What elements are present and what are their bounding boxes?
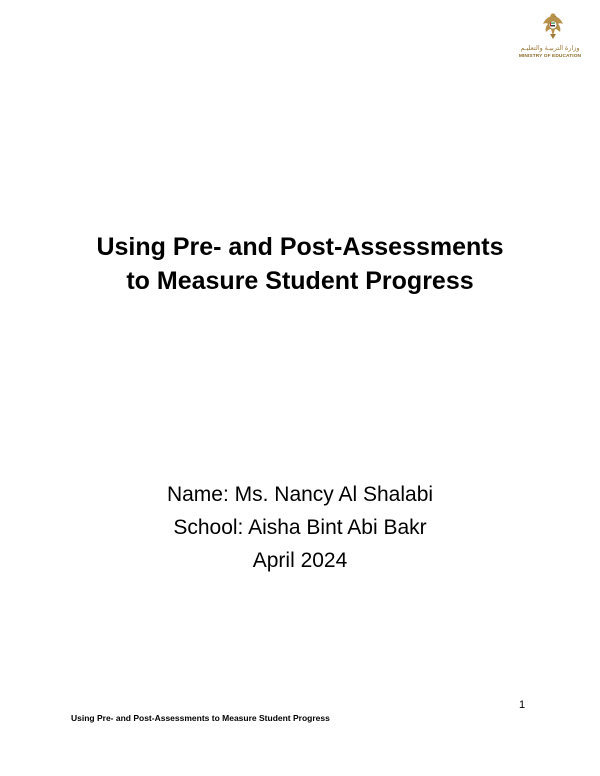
document-title [0, 230, 600, 298]
school-name: School: Aisha Bint Abi Bakr [173, 516, 427, 539]
ministry-name-arabic: وزارة التربيـة والتعليـم [520, 45, 580, 52]
ministry-logo [508, 12, 592, 62]
title-line-2: to Measure Student Progress [126, 267, 474, 295]
author-name: Name: Ms. Nancy Al Shalabi [166, 483, 434, 506]
page-number: 1 [519, 699, 526, 711]
title-line-1: Using Pre- and Post-Assessments [96, 233, 504, 261]
author-info [0, 478, 600, 577]
document-date: April 2024 [252, 549, 348, 572]
running-footer: Using Pre- and Post-Assessments to Measure Student Progress [71, 713, 330, 723]
uae-falcon-emblem-icon [542, 12, 564, 40]
ministry-name-english: MINISTRY OF EDUCATION [518, 54, 582, 59]
